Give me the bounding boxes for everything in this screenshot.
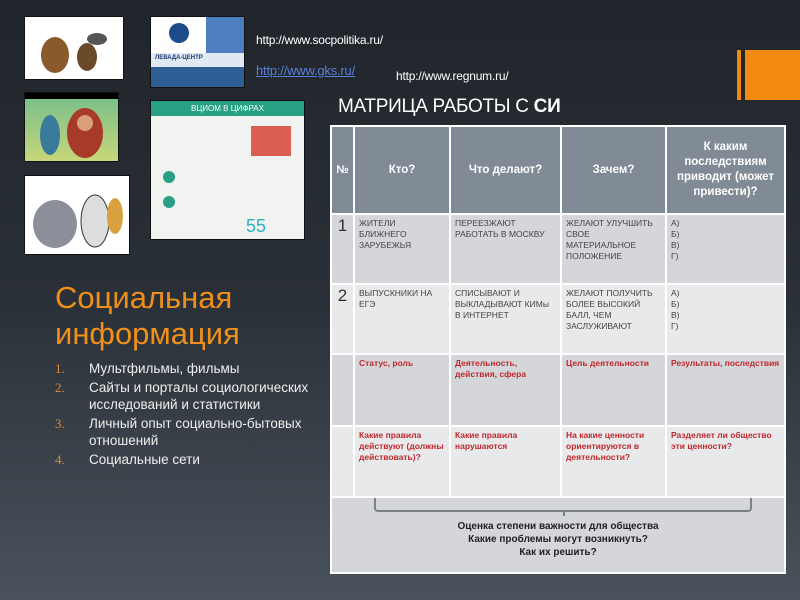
empty-cell <box>331 354 354 426</box>
hint-who: Статус, роль <box>354 354 450 426</box>
question-violations: Какие правила нарушаются <box>450 426 561 497</box>
row-number: 2 <box>331 284 354 354</box>
summary-row <box>331 497 785 573</box>
header-result: К каким последствиям приводит (может привести)? <box>666 126 785 214</box>
cell-who: ЖИТЕЛИ БЛИЖНЕГО ЗАРУБЕЖЬЯ <box>354 214 450 284</box>
cell-who: ВЫПУСКНИКИ НА ЕГЭ <box>354 284 450 354</box>
summary-line: Какие проблемы могут возникнуть? <box>468 534 648 545</box>
list-item <box>55 451 315 468</box>
question-values: На какие ценности ориентируются в деятельности? <box>561 426 666 497</box>
header-what: Что делают? <box>450 126 561 214</box>
cell-why: ЖЕЛАЮТ ПОЛУЧИТЬ БОЛЕЕ ВЫСОКИЙ БАЛЛ, ЧЕМ ЗАСЛУЖИВАЮТ <box>561 284 666 354</box>
ice-age-image <box>24 16 124 80</box>
list-number: 1. <box>55 361 65 376</box>
header-who: Кто? <box>354 126 450 214</box>
info-source-list <box>55 360 315 470</box>
socpolitika-link[interactable]: http://www.socpolitika.ru/ <box>256 33 383 47</box>
vciom-infographic-image: ВЦИОМ В ЦИФРАХ 55 <box>150 100 305 240</box>
question-rules: Какие правила действуют (должны действовать)? <box>354 426 450 497</box>
list-text: Социальные сети <box>89 452 200 467</box>
hint-why: Цель деятельности <box>561 354 666 426</box>
matrix-table <box>330 125 786 574</box>
hint-row <box>331 354 785 426</box>
question-society: Разделяет ли общество эти ценности? <box>666 426 785 497</box>
list-item <box>55 415 315 449</box>
list-number: 2. <box>55 380 65 395</box>
header-num: № <box>331 126 354 214</box>
cell-what: СПИСЫВАЮТ И ВЫКЛАДЫВАЮТ КИМы В ИНТЕРНЕТ <box>450 284 561 354</box>
list-text: Личный опыт социально-бытовых отношений <box>89 416 302 448</box>
hint-result: Результаты, последствия <box>666 354 785 426</box>
summary-line: Как их решить? <box>519 547 597 558</box>
summary-line: Оценка степени важности для общества <box>457 521 659 532</box>
summary-cell <box>331 497 785 573</box>
list-text: Мультфильмы, фильмы <box>89 361 240 376</box>
side-title: Социальная информация <box>55 280 240 351</box>
question-row <box>331 426 785 497</box>
levada-label: ЛЕВАДА-ЦЕНТР <box>155 55 203 61</box>
header-why: Зачем? <box>561 126 666 214</box>
cell-result: А) Б) В) Г) <box>666 214 785 284</box>
list-number: 4. <box>55 452 65 467</box>
matrix-title <box>338 96 560 118</box>
gks-link[interactable]: http://www.gks.ru/ <box>256 63 355 78</box>
regnum-link[interactable]: http://www.regnum.ru/ <box>396 69 509 83</box>
cell-what: ПЕРЕЕЗЖАЮТ РАБОТАТЬ В МОСКВУ <box>450 214 561 284</box>
accent-bar <box>745 50 800 100</box>
accent-bar-thin <box>737 50 741 100</box>
madagascar-animals-image <box>24 175 130 255</box>
hint-what: Деятельность, действия, сфера <box>450 354 561 426</box>
list-item <box>55 360 315 377</box>
table-row <box>331 284 785 354</box>
list-text: Сайты и порталы социологических исследований и статистики <box>89 380 309 412</box>
matrix-title-bold: СИ <box>533 96 561 117</box>
cell-result: А) Б) В) Г) <box>666 284 785 354</box>
brace-icon <box>374 498 752 512</box>
levada-center-image <box>150 16 245 88</box>
empty-cell <box>331 426 354 497</box>
madagascar-characters-image <box>24 92 119 162</box>
list-number: 3. <box>55 416 65 431</box>
matrix-title-text: МАТРИЦА РАБОТЫ С <box>338 96 534 117</box>
cell-why: ЖЕЛАЮТ УЛУЧШИТЬ СВОЕ МАТЕРИАЛЬНОЕ ПОЛОЖЕНИЕ <box>561 214 666 284</box>
row-number: 1 <box>331 214 354 284</box>
vciom-label: ВЦИОМ В ЦИФРАХ <box>151 101 304 116</box>
table-row <box>331 214 785 284</box>
list-item <box>55 379 315 413</box>
table-header-row <box>331 126 785 214</box>
